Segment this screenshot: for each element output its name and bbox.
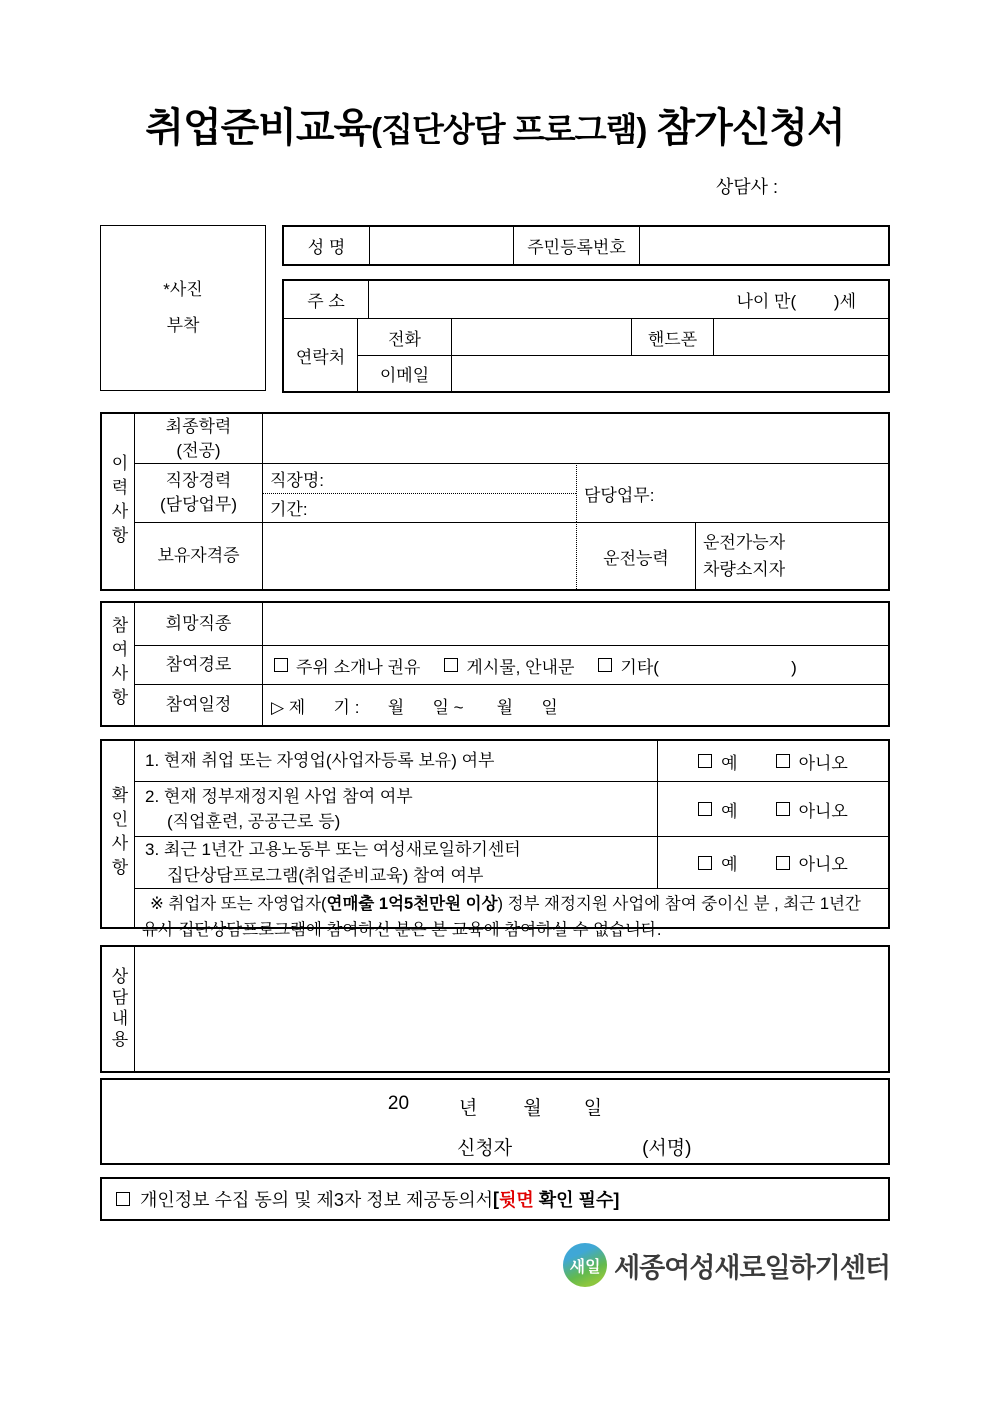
question-1-yes (698, 749, 737, 774)
confirmation-section (100, 739, 890, 939)
question-1-yes-checkbox[interactable] (698, 754, 712, 768)
counselor-label: 상담사 : (715, 177, 778, 197)
education-label-line2: (전공) (176, 440, 221, 460)
question-3-text-line1: 3. 최근 1년간 고용노동부 또는 여성새로일하기센터 (145, 840, 521, 859)
question-1-answers (658, 741, 888, 781)
privacy-bold-rest: 확인 필수] (533, 1190, 620, 1210)
title-main: 취업준비교육 (145, 106, 372, 150)
question-1-yes-label: 예 (721, 753, 738, 773)
career-section-label: 이력사항 (108, 453, 128, 550)
driving-options-cell[interactable] (696, 522, 888, 589)
question-1-no-label: 아니오 (798, 753, 848, 773)
mobile-label: 핸드폰 (632, 319, 714, 355)
route-option-3-checkbox[interactable] (598, 658, 612, 672)
signature-date-line[interactable] (102, 1080, 888, 1120)
route-option-2-label: 게시물, 안내문 (466, 657, 575, 677)
confirmation-section-label: 확인사항 (108, 786, 128, 882)
participation-section-label: 참여사항 (108, 616, 128, 712)
consultation-section-header (102, 947, 135, 1071)
question-3-yes-label: 예 (721, 855, 738, 874)
question-2-text-line1: 2. 현재 정부재정지원 사업 참여 여부 (145, 786, 413, 806)
question-3-yes-checkbox[interactable] (698, 856, 712, 870)
duty-label: 담당업무: (584, 485, 655, 505)
consultation-section (100, 945, 890, 1073)
driving-ability-label: 운전능력 (576, 522, 696, 589)
work-history-label-line1: 직장경력 (165, 471, 232, 491)
title-paren: (집단상담 프로그램) (371, 111, 647, 148)
signature-applicant-line (102, 1133, 888, 1160)
consultation-input-cell[interactable] (135, 947, 888, 1071)
restriction-note (135, 888, 888, 939)
signature-section (100, 1078, 890, 1165)
schedule-text: ▷ 제 기 : 월 일 ~ 월 일 (271, 697, 558, 717)
note-post: ) 정부 재정지원 사업에 참여 중이신 분 , 최근 1년간 유사 집단상담프로그램에 참여하신 분은 본 교육에 참여하실 수 없습니다. (142, 895, 861, 939)
certificate-input-cell[interactable] (263, 522, 576, 589)
question-1-no (776, 749, 848, 774)
month-label: 월 (523, 1098, 542, 1119)
question-2-yes (698, 797, 737, 822)
route-option-1-checkbox[interactable] (274, 658, 288, 672)
route-option-3-label: 기타( ) (620, 657, 797, 677)
email-input-cell[interactable] (452, 355, 888, 391)
question-2-answers (658, 781, 888, 836)
question-2-yes-checkbox[interactable] (698, 802, 712, 816)
question-3-no-label: 아니오 (798, 855, 848, 874)
work-history-label-line2: (담당업무) (159, 495, 237, 514)
education-label (135, 414, 263, 463)
work-detail-cell (263, 463, 576, 522)
contact-label: 연락처 (284, 319, 358, 391)
question-3-yes (698, 850, 737, 875)
privacy-bracket-open: [ (493, 1188, 499, 1209)
question-2-yes-label: 예 (721, 801, 738, 821)
schedule-label: 참여일정 (135, 684, 263, 725)
education-input-cell[interactable] (263, 414, 888, 463)
certificate-label: 보유자격증 (135, 522, 263, 589)
question-2-no (776, 797, 848, 822)
org-logo-row (100, 1243, 890, 1287)
driving-option-1: 운전가능자 (703, 532, 786, 552)
duty-field[interactable] (576, 463, 888, 522)
counselor-line (100, 173, 890, 197)
route-options-cell (263, 645, 888, 684)
privacy-red-text: 뒷면 (499, 1190, 534, 1210)
question-1 (135, 741, 658, 781)
question-3-no (776, 850, 848, 875)
question-2-text-line2: (직업훈련, 공공근로 등) (167, 812, 341, 831)
driving-option-2: 차량소지자 (703, 560, 786, 579)
question-3-text-line2: 집단상담프로그램(취업준비교육) 참여 여부 (167, 865, 484, 885)
route-option-2-checkbox[interactable] (444, 658, 458, 672)
sign-label: (서명) (642, 1138, 692, 1159)
title-suffix: 참가신청서 (646, 106, 845, 150)
question-2 (135, 781, 658, 836)
career-section-header (102, 414, 135, 589)
education-label-line1: 최종학력 (165, 416, 232, 436)
route-option-1-label: 주위 소개나 권유 (296, 657, 421, 677)
participation-section-header (102, 603, 135, 725)
name-input-cell[interactable] (369, 227, 513, 264)
email-label: 이메일 (358, 355, 452, 391)
question-1-no-checkbox[interactable] (776, 754, 790, 768)
address-input-cell[interactable] (369, 281, 888, 318)
note-pre: ※ 취업자 또는 자영업자( (150, 895, 327, 913)
question-2-no-label: 아니오 (798, 801, 848, 821)
photo-box-line2: 부착 (166, 316, 200, 335)
privacy-consent-checkbox[interactable] (116, 1192, 130, 1206)
route-option-3 (598, 653, 796, 678)
name-rrn-table (282, 225, 890, 266)
form-content (100, 0, 890, 1287)
mobile-input-cell[interactable] (714, 319, 888, 355)
rrn-label: 주민등록번호 (513, 227, 639, 264)
photo-box-line1: *사진 (163, 280, 203, 300)
privacy-consent-section (100, 1177, 890, 1221)
question-3-answers (658, 836, 888, 888)
address-label: 주 소 (284, 281, 369, 318)
applicant-label: 신청자 (457, 1138, 513, 1159)
route-label: 참여경로 (135, 645, 263, 684)
period-label: 기간: (270, 500, 308, 520)
desired-job-label: 희망직종 (135, 603, 263, 645)
identity-section (100, 225, 890, 393)
schedule-field[interactable] (263, 684, 888, 725)
privacy-consent-text: 개인정보 수집 동의 및 제3자 정보 제공동의서 (140, 1190, 493, 1210)
day-label: 일 (583, 1098, 603, 1119)
career-section (100, 412, 890, 591)
work-history-label (135, 463, 263, 522)
note-bold: 연매출 1억5천만원 이상 (326, 895, 498, 913)
identity-tables (282, 225, 890, 393)
org-name: 세종여성새로일하기센터 (614, 1252, 890, 1283)
age-text: 나이 만( )세 (736, 292, 856, 311)
address-contact-table (282, 279, 890, 393)
contact-rows (284, 318, 888, 391)
question-2-no-checkbox[interactable] (776, 802, 790, 816)
company-label: 직장명: (270, 470, 324, 490)
question-3 (135, 836, 658, 888)
page-title (100, 0, 890, 153)
participation-section (100, 601, 890, 727)
name-label: 성 명 (307, 238, 346, 257)
confirmation-section-header (102, 741, 135, 927)
question-1-text: 1. 현재 취업 또는 자영업(사업자등록 보유) 여부 (145, 751, 495, 771)
phone-label: 전화 (358, 319, 452, 355)
work-period-field[interactable] (263, 494, 576, 523)
company-name-field[interactable] (263, 464, 576, 494)
phone-input-cell[interactable] (452, 319, 632, 355)
desired-job-input-cell[interactable] (263, 603, 888, 645)
rrn-input-cell[interactable] (639, 227, 888, 264)
route-option-1 (274, 653, 420, 678)
photo-attach-box[interactable] (100, 225, 266, 391)
consultation-section-label: 상담내용 (108, 967, 128, 1051)
year-label: 년 (459, 1098, 478, 1119)
address-row (284, 281, 888, 318)
date-prefix: 20 (387, 1093, 410, 1114)
saeil-logo-icon: 새일 (563, 1243, 607, 1287)
question-3-no-checkbox[interactable] (776, 856, 790, 870)
route-option-2 (444, 653, 574, 678)
